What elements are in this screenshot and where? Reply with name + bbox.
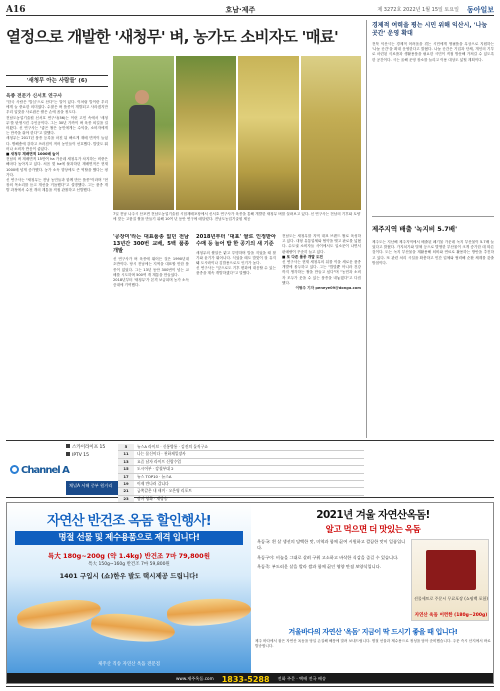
side-article-headline-2: 제주지역 배출 '녹지비 5.7배': [372, 225, 458, 233]
ad-phone-line: 1401 구입시 (쇼)한우 발도 택시제공 드립니다!: [59, 572, 199, 580]
paragraph: 신 연구사는 "새청무는 전남 농민들과 함께 만든 품종"이라며 "현장의 목소리를 듣고 개선을 거듭했다"고 설명했다. 그는 품종 개발 과정에서 수천 개의 계통을 직접 관찰하고 선발했다.: [6, 178, 108, 193]
ad-footer-text: 제주산 직송 자연산 옥돔 전문점: [97, 662, 161, 667]
article-column-2: [113, 234, 189, 438]
subheading: ■ 또 다른 품종 개발 도전: [282, 254, 323, 259]
ad-price: 특大 180g~200g (약 1.4kg) 반건조 7마 79,800원: [48, 552, 210, 560]
pull-quote: '공장미'라는 대표품종 없던 전남 13년간 300번 교배, 5백 품종 개발: [113, 234, 189, 254]
page-bottom-rule: [6, 686, 494, 687]
okdom-sale-ad: [7, 503, 251, 684]
ad-website: www.제주옥돔.com: [176, 676, 214, 681]
paragraph: 새청무는 2017년 품종 등록을 마친 뒤 빠르게 재배 면적이 늘었다. 병해충에 강하고 쓰러짐이 적어 농민들이 선호했다. 밥맛도 뛰어나 소비자 반응이 좋았다.: [6, 136, 108, 151]
issue-date: 제 3272호 2022년 1월 15일 토요일: [377, 7, 459, 13]
ad-contact-bar: [7, 673, 494, 684]
side-article-body-2: 제주도는 지난해 제주지역에서 배출된 폐기물 가운데 녹지 부산물이 5.7배 늘었다고 밝혔다. 가지치기와 벌채 등으로 발생한 부산물이 크게 증가한 데 따른 것이다. 도는 녹지 부산물을 재활용해 퇴비와 연료로 활용하는 방안을 추진하고 있다. 또 관련 처리 시설을 확충하고 민간 업체와 협력해 순환 체계를 갖출 방침이다.: [372, 240, 494, 265]
schedule-row: 5 뉴스A 라이브 · 신통방통 · 김진의 돌직구쇼: [118, 444, 364, 451]
ad-promo-body: 제주 바다에서 잡은 자연산 옥돔을 당일 손질해 해풍에 말려 보내드립니다. 명절 선물과 제수용으로 정성을 담아 준비했습니다. 주문 즉시 산지에서 바로 발송합니다.: [255, 639, 491, 649]
page-number: A16: [6, 4, 26, 15]
rice-field-photo: [113, 56, 174, 210]
researcher-figure: [129, 90, 155, 176]
schedule-row: 17 뉴스 TOP10 · 뉴스A: [118, 474, 364, 481]
list-item: 옥돔구이: 비늘을 그대로 살려 구워 고소하고 바삭한 식감을 즐길 수 있습니다.: [257, 554, 399, 560]
ad-price-secondary: 특大 150g~160g 반건조 7마 59,800원: [88, 562, 170, 567]
rice-grain-closeup-photo: [301, 56, 362, 210]
gift-tag: 자연산 옥돔 어련한 (180g~200g): [414, 613, 488, 618]
publisher-name: 동아일보: [466, 4, 494, 14]
channel-logo-icon: [10, 465, 19, 474]
reporter-credit: 이형주 기자 peneye09@donga.com: [295, 286, 361, 291]
advertisement: [6, 502, 494, 684]
ad-title: 2021년 겨울 자연산옥돔!: [316, 509, 430, 521]
schedule-row: 23 심야 영화 · 재방송: [118, 496, 364, 503]
paragraph: 새청무의 쌀알은 맑고 투명하며 밥을 지었을 때 찰기와 윤기가 뛰어나다. 식었을 때도 밥맛이 잘 유지돼 도시락이나 김밥용으로도 인기가 높다.: [196, 250, 276, 265]
okdom-info-ad: [251, 503, 494, 684]
series-tag: '새청무 아는 사람들' (6): [6, 75, 108, 87]
paragraph: 전남의 벼 재배면적 15만여 ha 가운데 새청무가 차지하는 비중은 해마다 높아지고 있다. 처음 몇 ha에 불과하던 재배면적은 현재 1000배 넘게 증가했다. 농가 소득 향상에도 큰 역할을 했다는 평가다.: [6, 157, 108, 177]
schedule-table: [118, 444, 364, 501]
article-column-1: [6, 100, 108, 438]
rice-stalk-photo: [176, 56, 237, 210]
paragraph: "한국 사람은 '밥심'으로 산다"는 말이 있다. 이처럼 밥이란 우리에게 늘 중요한 의미였다. 수많은 벼 품종이 개발되고 사라졌지만 우리 입맛을 사로잡은 쌀은 손에 꼽을 정도다.: [6, 100, 108, 115]
list-item: 옥돔국: 흰 살 생선의 담백한 맛, 미역과 함께 끓여 시원하고 깔끔한 맛이 일품입니다.: [257, 539, 406, 551]
schedule-row: 21 금쪽같은 내 새끼 · 오은영 리포트: [118, 488, 364, 495]
fish-image: [166, 596, 252, 628]
gift-box-image: [426, 550, 476, 590]
paragraph: 신 연구사가 벼 육종에 뛰어든 것은 1990년대 초반이다. 당시 전남에는 지역을 대표할 만한 품종이 없었다. 그는 13년 동안 300번이 넘는 교배를 시도하며 500여 개 계통을 만들었다.: [113, 257, 189, 277]
rice-grain-photo: [238, 56, 299, 210]
paragraph: 신 연구사는 현재 새청무의 뒤를 이을 새로운 품종 개발에 몰두하고 있다. 그는 "밥맛뿐 아니라 건강까지 생각하는 쌀을 만들고 싶다"며 "농민과 소비자 모두가 웃을 수 있는 품종을 내놓겠다"고 다짐했다.: [282, 260, 361, 285]
paragraph: 전남도농업기술원 신서호 연구사(56)는 이런 고민 속에서 '새청무'를 탄생시킨 주인공이다. 그는 30년 가까이 벼 육종 외길을 걸어왔다. 신 연구사는 "좋은 쌀은 농민에게는 수익을, 소비자에게는 만족을 줘야 한다"고 말했다.: [6, 115, 108, 136]
channel-logo: Channel A: [10, 465, 69, 476]
photo-caption: 7일 전남 나주시 산포면 전남도농업기술원 시험재배포장에서 신서호 연구사가 육종을 통해 개발한 새청무 벼를 살펴보고 있다. 신 연구사는 전남의 기후와 토양에 맞는 고품질 쌀을 만들기 위해 10여 년 동안 연구에 매달렸다. 전남도농업기술원 제공: [113, 212, 361, 221]
gift-caption: 선물세트로 주문시 무료포장 (쇼핑백 포함): [414, 596, 488, 601]
article-byline: 육종 전문가 신서호 연구사: [6, 94, 62, 99]
schedule-row: 19 이제 만나러 갑니다: [118, 481, 364, 488]
side-article-headline: 경제적 여력을 평는 시민 위해 익산시, '나눔 곳간' 운영 확대: [372, 22, 488, 37]
gift-set-panel: [411, 539, 489, 621]
fish-image: [90, 611, 176, 646]
paragraph: 신 연구사는 "앞으로도 기후 변화에 대응할 수 있는 품종을 계속 개발하겠다"고 말했다.: [196, 266, 276, 276]
list-item: 옥돔죽: 부드러운 살을 발라 쌀과 함께 끓인 영양 만점 보양식입니다.: [257, 563, 381, 569]
fish-image: [16, 595, 103, 632]
ad-subheadline: 명절 선물 및 제수용품으로 제격 입니다!: [15, 531, 243, 545]
column-divider: [366, 20, 367, 438]
channel-info: 스카이라이프 15 IPTV 15: [66, 444, 116, 459]
ad-promo-line: 겨울바다의 자연산 '옥돔' 지금이 딱 드시기 좋을 때 입니다!: [288, 628, 458, 636]
weather-strip: 채널A 서해 중부 원거리: [66, 481, 118, 495]
pull-quote: 2018년부터 '대표' 쌀로 인정받아 수매 등 늘어 밥 한 공기의 새 기준: [196, 234, 276, 247]
schedule-row: 13 요즘 남자 라이프 신랑수업: [118, 459, 364, 466]
page-header: [6, 4, 494, 16]
ad-phone: 1833-5288: [221, 674, 270, 684]
schedule-row: 11 나는 몸신이다 · 천하제일장사: [118, 451, 364, 458]
ad-headline: 자연산 반건조 옥돔 할인행사!: [47, 513, 211, 529]
side-article-body: 전북 익산시는 경제적 어려움을 겪는 시민에게 생필품을 무상으로 지원하는 '나눔 곳간'을 확대 운영한다고 밝혔다. 나눔 곳간은 기업과 단체, 개인의 기부로 마련된 식료품과 생활용품을 필요한 시민이 직접 방문해 가져갈 수 있도록 한 공간이다. 시는 올해 운영 장소를 늘리고 이용 대상도 넓힐 계획이다.: [372, 42, 494, 62]
side-divider: [372, 216, 494, 217]
ad-tagline: 알고 먹으면 더 맛있는 옥돔: [325, 525, 421, 535]
schedule-row: 15 도시어부 · 강철부대 2: [118, 466, 364, 473]
paragraph: 2018년부터 '새청무'가 본격 보급되며 농가 소득 증대에 기여했다.: [113, 278, 189, 288]
tv-schedule-box: [6, 440, 494, 501]
article-column-4: [282, 234, 361, 438]
subheading: ■ 새청무 재배면적 1000배 늘어: [6, 152, 60, 157]
paragraph: 전남도는 새청무를 지역 대표 브랜드 쌀로 육성하고 있다. 대형 유통업체와 협약을 맺고 판로를 넓혔다. 수도권 소비자들 사이에서도 입소문이 나면서 판매량이 꾸준히 늘고 있다.: [282, 234, 361, 254]
main-headline: 열정으로 개발한 '새청무' 벼, 농가도 소비자도 '매료': [6, 28, 338, 46]
section-name: 호남·제주: [225, 5, 256, 14]
ad-note: 전화 주문 · 택배 전국 배송: [277, 676, 326, 681]
article-column-3: [196, 234, 276, 438]
dish-list: [257, 539, 407, 573]
article-photo-strip: [113, 56, 361, 210]
